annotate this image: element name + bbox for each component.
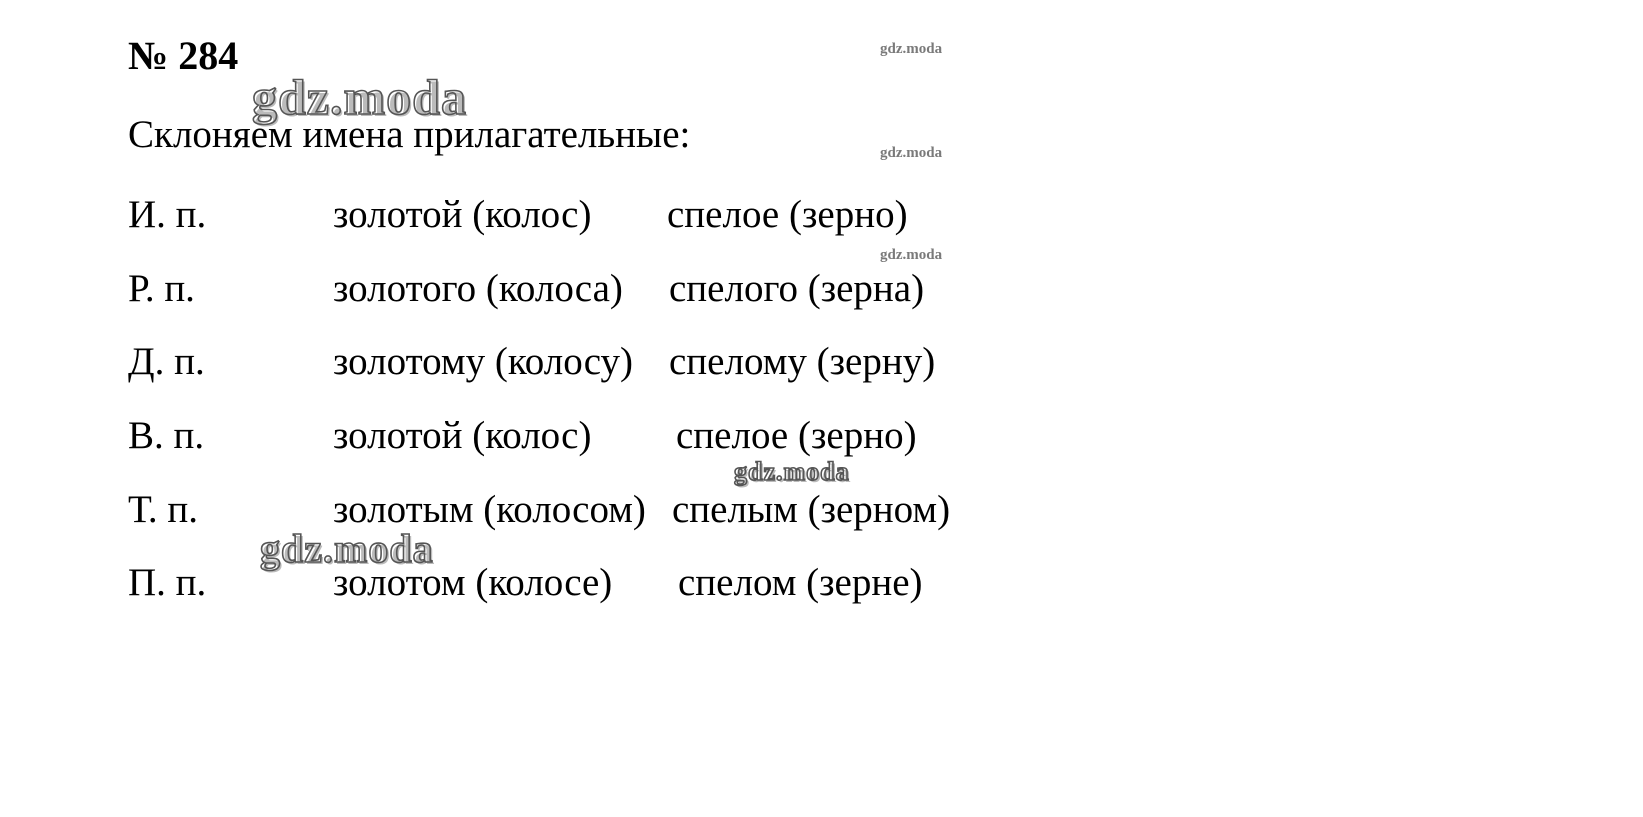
adjective-form-1: золотого (колоса) (333, 267, 623, 310)
case-label: П. п. (128, 561, 207, 604)
adjective-form-1: золотой (колос) (333, 414, 592, 457)
adjective-form-2: спелому (зерну) (669, 340, 936, 383)
adjective-form-2: спелое (зерно) (676, 414, 917, 457)
case-label: Т. п. (128, 488, 199, 531)
case-label: Д. п. (128, 340, 205, 383)
case-label: И. п. (128, 193, 207, 236)
watermark: gdz.moda (880, 145, 943, 161)
adjective-form-2: спелое (зерно) (667, 193, 908, 236)
adjective-form-2: спелом (зерне) (678, 561, 923, 604)
adjective-form-2: спелым (зерном) (672, 488, 951, 531)
watermark: gdz.moda (252, 69, 467, 125)
case-label: В. п. (128, 414, 205, 457)
adjective-form-2: спелого (зерна) (669, 267, 925, 310)
adjective-form-1: золотой (колос) (333, 193, 592, 236)
adjective-form-1: золотым (колосом) (333, 488, 646, 531)
case-label: Р. п. (128, 267, 195, 310)
intro-text: Склоняем имена прилагательные: (128, 113, 691, 156)
watermark: gdz.moda (880, 41, 943, 57)
adjective-form-1: золотому (колосу) (333, 340, 633, 383)
adjective-form-1: золотом (колосе) (333, 561, 613, 604)
watermark: gdz.moda (880, 247, 943, 263)
watermark: gdz.moda (734, 457, 850, 486)
problem-number: № 284 (128, 33, 239, 78)
watermark: gdz.moda (260, 526, 434, 571)
